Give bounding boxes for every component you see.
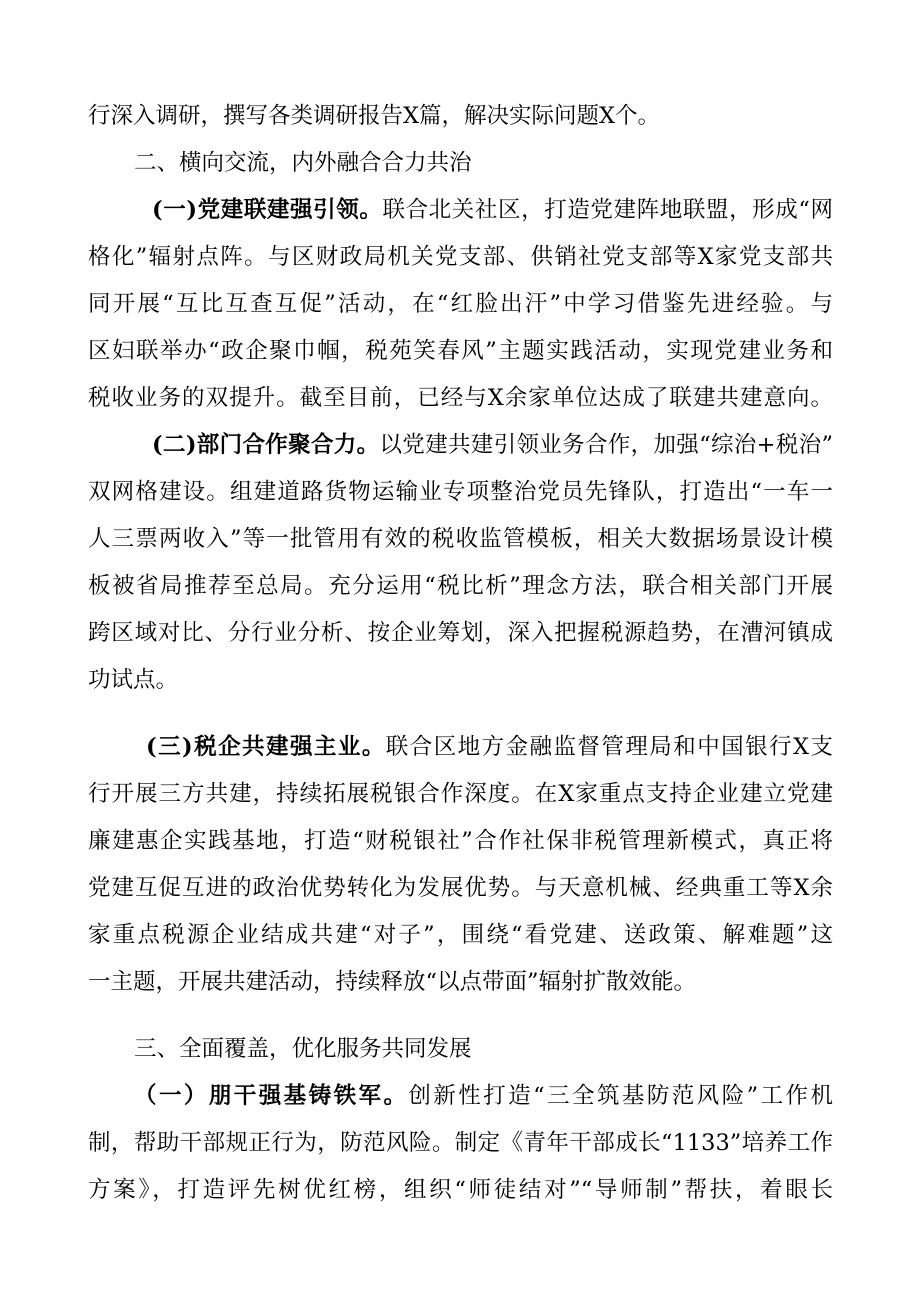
paragraph-line (88, 1073, 833, 1120)
paragraph-text: 联合区地方金融监督管理局和中国银行X支 (385, 734, 833, 760)
paragraph-line: 人三票两收入”等一批管用有效的税收监管模板，相关大数据场景设计模 (88, 526, 833, 552)
section-heading: 二、横向交流，内外融合合力共治 (134, 150, 472, 176)
paragraph-lead-heading: (三)税企共建强主业。 (146, 734, 386, 760)
paragraph-line: 方案》，打造评先树优红榜，组织“师徒结对”“导师制”帮扶，着眼长 (88, 1177, 833, 1203)
paragraph-line: 跨区域对比、分行业分析、按企业筹划，深入把握税源趋势，在漕河镇成 (88, 620, 833, 646)
paragraph-line: 板被省局推荐至总局。充分运用“税比析”理念方法，联合相关部门开展 (88, 573, 833, 599)
paragraph-text: 创新性打造“三全筑基防范风险”工作机 (408, 1083, 833, 1109)
paragraph-spacer (88, 704, 833, 724)
paragraph-line: 功试点。 (88, 667, 179, 693)
paragraph-text: 联合北关社区，打造党建阵地联盟，形成“网 (382, 197, 833, 223)
paragraph-lead-heading: (二)部门合作聚合力。 (152, 432, 380, 458)
paragraph-line: 同开展“互比互查互促”活动，在“红脸出汗”中学习借鉴先进经验。与 (88, 291, 833, 317)
paragraph-lead-heading: （一）朋干强基铸铁军。 (134, 1083, 409, 1109)
paragraph-text: 以党建共建引领业务合作，加强“综治+税治” (379, 432, 834, 458)
paragraph-line: 行开展三方共建，持续拓展税银合作深度。在X家重点支持企业建立党建 (88, 781, 833, 807)
paragraph-line: 行深入调研，撰写各类调研报告X篇，解决实际问题X个。 (88, 103, 661, 129)
paragraph-spacer (88, 1006, 833, 1026)
paragraph-line: 廉建惠企实践基地，打造“财税银社”合作社保非税管理新模式，真正将 (88, 828, 833, 854)
paragraph-line (88, 724, 833, 771)
paragraph-line: 党建互促互进的政治优势转化为发展优势。与天意机械、经典重工等X余 (88, 875, 833, 901)
paragraph-line (88, 187, 833, 234)
paragraph-line: 家重点税源企业结成共建“对子”，围绕“看党建、送政策、解难题”这 (88, 922, 833, 948)
paragraph-line: 格化”辐射点阵。与区财政局机关党支部、供销社党支部等X家党支部共 (88, 244, 833, 270)
paragraph-line: 税收业务的双提升。截至目前，已经与X余家单位达成了联建共建意向。 (88, 385, 833, 411)
document-page (88, 93, 833, 1214)
section-heading: 三、全面覆盖，优化服务共同发展 (134, 1036, 472, 1062)
paragraph-lead-heading: (一)党建联建强引领。 (152, 197, 383, 223)
paragraph-line: 制，帮助干部规正行为，防范风险。制定《青年干部成长“1133”培养工作 (88, 1130, 833, 1156)
paragraph-line: 双网格建设。组建道路货物运输业专项整治党员先锋队，打造出“一车一 (88, 479, 833, 505)
paragraph-line (88, 422, 833, 469)
paragraph-line: 区妇联举办“政企聚巾帼，税苑笑春风”主题实践活动，实现党建业务和 (88, 338, 833, 364)
paragraph-line: 一主题，开展共建活动，持续释放“以点带面”辐射扩散效能。 (88, 969, 697, 995)
